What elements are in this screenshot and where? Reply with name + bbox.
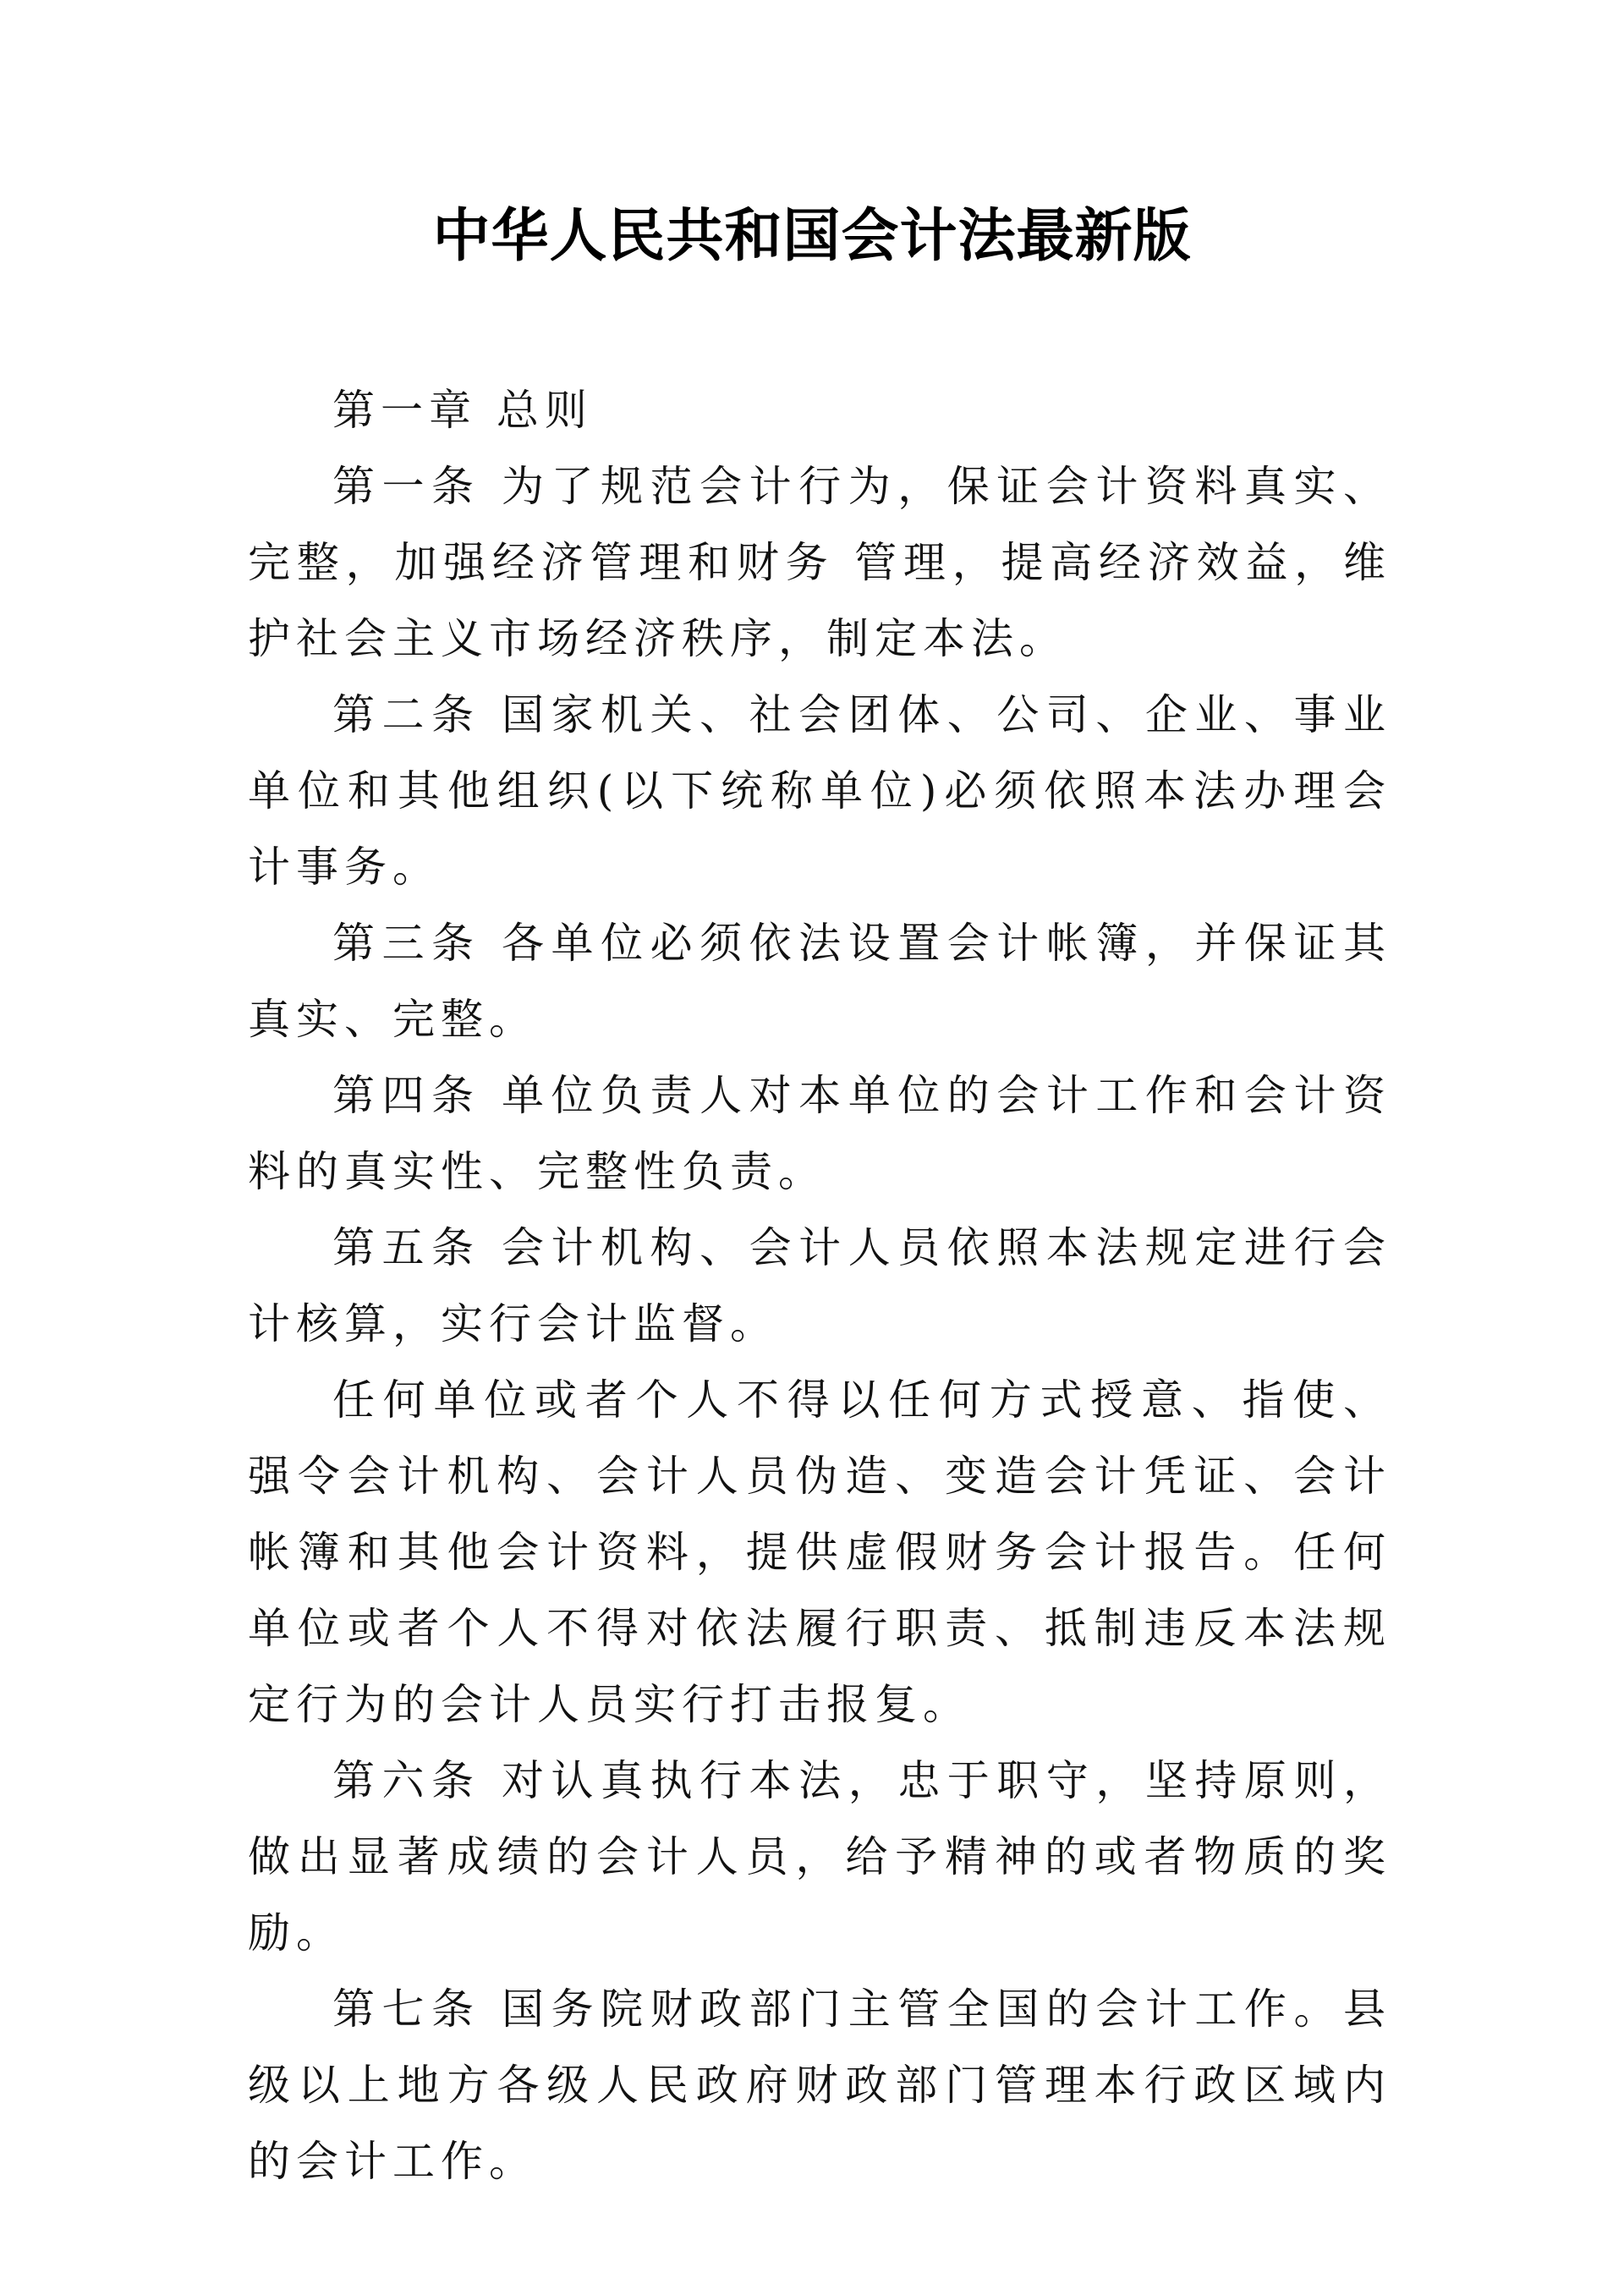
document-title: 中华人民共和国会计法最新版 [432, 203, 1192, 270]
article-1: 第一条 为了规范会计行为，保证会计资料真实、完整，加强经济管理和财务 管理，提高经济效益，维护社会主义市场经济秩序，制定本法。 [248, 462, 1391, 663]
article-5: 第五条 会计机构、会计人员依照本法规定进行会计核算，实行会计监督。 [248, 1223, 1391, 1348]
article-2: 第二条 国家机关、社会团体、公司、企业、事业单位和其他组织(以下统称单位)必须依照本法办理会计事务。 [248, 690, 1391, 892]
article-5-paragraph-2: 任何单位或者个人不得以任何方式授意、指使、强令会计机构、会计人员伪造、变造会计凭证、会计帐簿和其他会计资料，提供虚假财务会计报告。任何单位或者个人不得对依法履行职责、抵制违反本法规定行为的会计人员实行打击报复。 [248, 1375, 1391, 1729]
article-4: 第四条 单位负责人对本单位的会计工作和会计资料的真实性、完整性负责。 [248, 1071, 1391, 1196]
article-6: 第六条 对认真执行本法，忠于职守，坚持原则，做出显著成绩的会计人员，给予精神的或者物质的奖励。 [248, 1756, 1391, 1957]
article-3: 第三条 各单位必须依法设置会计帐簿，并保证其真实、完整。 [248, 919, 1391, 1044]
document-body [248, 372, 1391, 2199]
chapter-heading: 第一章 总则 [332, 386, 593, 435]
article-7: 第七条 国务院财政部门主管全国的会计工作。县级以上地方各级人民政府财政部门管理本行政区域内的会计工作。 [248, 1985, 1391, 2186]
